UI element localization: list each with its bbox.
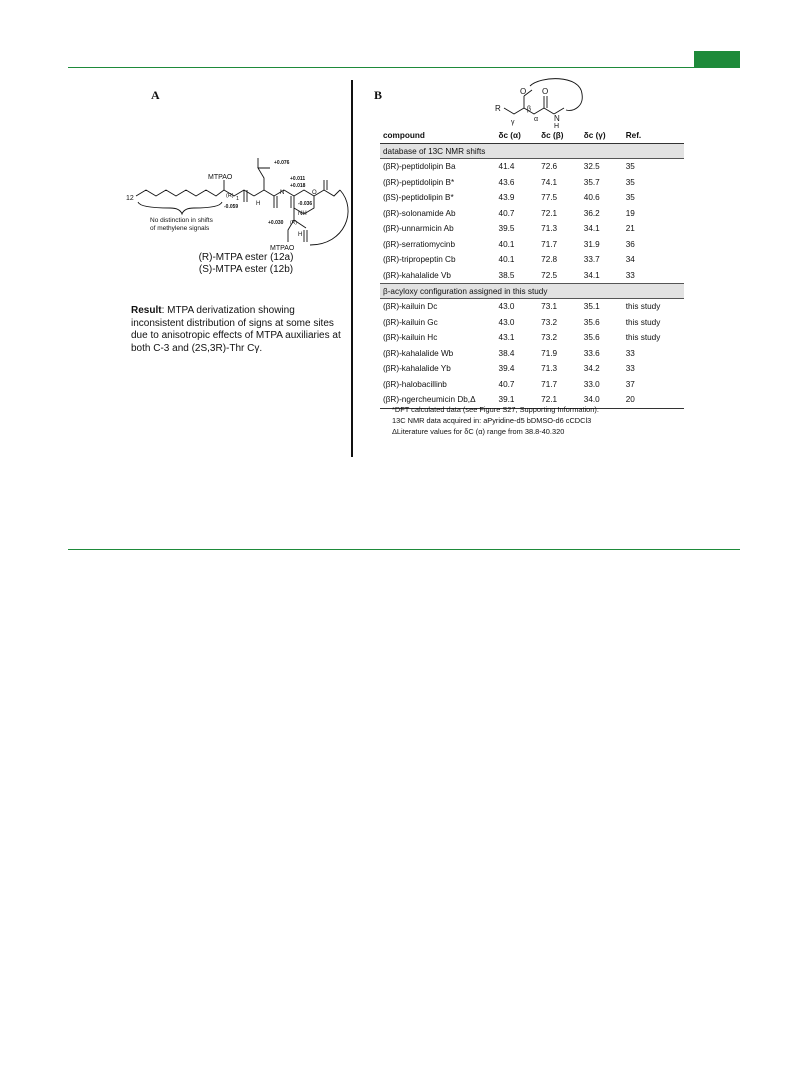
cell-ref: this study: [625, 333, 661, 343]
cell-alpha: 40.1: [498, 239, 515, 249]
cell-ref: 34: [625, 255, 635, 265]
cell-alpha: 39.4: [498, 364, 515, 374]
nh-label: H: [256, 201, 261, 207]
struct-h-label: H: [554, 123, 560, 128]
table-row: [380, 299, 684, 315]
footnote-literature: ΔLiterature values for δC (α) range from 38.8-40.320: [392, 427, 565, 436]
cell-gamma: 35.7: [583, 177, 600, 187]
header-beta: δc (β): [538, 128, 581, 144]
cell-alpha: 40.7: [498, 208, 515, 218]
struct-o2-label: O: [542, 87, 549, 96]
section-label: database of 13C NMR shifts: [380, 144, 684, 159]
header-alpha: δc (α): [496, 128, 539, 144]
struct-r-label: R: [495, 104, 501, 113]
cell-alpha: 43.9: [498, 193, 515, 203]
cell-compound: (βR)-unnarmicin Ab: [383, 224, 454, 234]
cell-alpha: 43.1: [498, 333, 515, 343]
cell-beta: 77.5: [541, 193, 558, 203]
cell-gamma: 35.1: [583, 302, 600, 312]
n-label: N: [280, 190, 285, 196]
cell-alpha: 41.4: [498, 162, 515, 172]
header-gamma: δc (γ): [581, 128, 623, 144]
cell-beta: 71.3: [541, 224, 558, 234]
panel-a-caption: [176, 252, 316, 276]
cell-beta: 71.7: [541, 239, 558, 249]
cell-alpha: 40.7: [498, 379, 515, 389]
cell-ref: 37: [625, 379, 635, 389]
cell-compound: (βS)-peptidolipin B*: [383, 193, 454, 203]
cell-compound: (βR)-tripropeptin Cb: [383, 255, 456, 265]
table-row: [380, 206, 684, 222]
no-distinction-line1: No distinction in shifts: [150, 217, 213, 224]
cell-beta: 73.2: [541, 317, 558, 327]
r2-label: (R): [290, 220, 297, 226]
cell-ref: 21: [625, 224, 635, 234]
mtpao-bottom-label: MTPAO: [270, 245, 295, 252]
result-label: Result: [131, 305, 162, 316]
cell-beta: 72.5: [541, 270, 558, 280]
no-distinction-line2: of methylene signals: [150, 225, 210, 232]
cell-compound: (βR)-halobacillinb: [383, 379, 447, 389]
gamma-label: γ: [511, 119, 515, 126]
nmr-shift-table: [380, 128, 684, 409]
cell-beta: 72.6: [541, 162, 558, 172]
struct-o-label: O: [520, 87, 527, 96]
cell-gamma: 33.7: [583, 255, 600, 265]
o-label: O: [312, 190, 317, 196]
cell-ref: 33: [625, 270, 635, 280]
mtpa-ester-structure: [120, 150, 352, 255]
cell-ref: this study: [625, 302, 661, 312]
table-row: [380, 159, 684, 175]
cell-compound: (βR)-kailuin Hc: [383, 333, 438, 343]
panel-b-label: B: [374, 88, 383, 102]
cell-gamma: 35.6: [583, 317, 600, 327]
cell-alpha: 38.4: [498, 348, 515, 358]
header-ref: Ref.: [623, 128, 684, 144]
top-rule: [68, 67, 740, 68]
table-row: [380, 377, 684, 393]
table-row: [380, 175, 684, 191]
cell-ref: 35: [625, 193, 635, 203]
mtpao-top-label: MTPAO: [208, 174, 233, 181]
cell-gamma: 31.9: [583, 239, 600, 249]
cell-compound: (βR)-kahalalide Vb: [383, 270, 451, 280]
alpha-label: α: [534, 116, 539, 123]
table-row: [380, 190, 684, 206]
cell-compound: (βR)-kailuin Gc: [383, 317, 438, 327]
cell-ref: 19: [625, 208, 635, 218]
delta-r-label: -0.059: [224, 204, 239, 210]
cell-beta: 73.2: [541, 333, 558, 343]
beta-label: β: [527, 106, 532, 113]
cell-ref: 33: [625, 348, 635, 358]
header-compound: compound: [380, 128, 496, 144]
chain-end-label: 12: [126, 195, 134, 202]
struct-n-label: N: [554, 114, 560, 123]
cell-gamma: 34.1: [583, 224, 600, 234]
cell-gamma: 34.1: [583, 270, 600, 280]
cell-compound: (βR)-solonamide Ab: [383, 208, 456, 218]
delta-thr-label: +0.030: [268, 220, 284, 226]
cell-ref: this study: [625, 317, 661, 327]
cell-alpha: 43.0: [498, 302, 515, 312]
caption-s-ester: (S)-MTPA ester (12b): [198, 264, 294, 275]
delta-nh-label: +0.076: [274, 160, 290, 166]
c1-label: 1: [236, 196, 240, 202]
cell-beta: 71.7: [541, 379, 558, 389]
cell-beta: 72.1: [538, 392, 581, 408]
cell-gamma: 36.2: [583, 208, 600, 218]
result-paragraph: [131, 305, 346, 355]
cell-beta: 74.1: [541, 177, 558, 187]
section-label: β-acyloxy configuration assigned in this study: [380, 284, 684, 299]
table-section-row: [380, 284, 684, 299]
footnote-solvents: 13C NMR data acquired in: aPyridine-d5 bDMSO-d6 cCDCl3: [392, 416, 592, 425]
cell-gamma: 40.6: [583, 193, 600, 203]
cell-ref: 33: [625, 364, 635, 374]
footnote-dft: *DFT calculated data (see Figure S27, Supporting Information).: [392, 405, 599, 414]
cell-ref: 20: [623, 392, 684, 408]
panel-separator: [351, 80, 353, 457]
table-row: [380, 268, 684, 284]
cell-compound: (βR)-kailuin Dc: [383, 302, 438, 312]
cell-gamma: 33.0: [583, 379, 600, 389]
cell-gamma: 32.5: [583, 162, 600, 172]
cell-alpha: 39.5: [498, 224, 515, 234]
r-config-label: (R): [226, 193, 234, 199]
table-row: [380, 221, 684, 237]
cell-ref: 35: [625, 162, 635, 172]
journal-tab-marker: [694, 51, 740, 68]
cell-compound: (βR)-kahalalide Wb: [383, 348, 454, 358]
cell-compound: (βR)-peptidolipin B*: [383, 177, 455, 187]
cell-compound: (βR)-ngercheumicin Db,Δ: [380, 392, 496, 408]
cell-alpha: 38.5: [498, 270, 515, 280]
cell-beta: 71.9: [541, 348, 558, 358]
delta-a-label: +0.011: [290, 176, 306, 182]
caption-r-ester: (R)-MTPA ester (12a): [198, 252, 294, 263]
table-row: [380, 361, 684, 377]
delta-b-label: +0.018: [290, 183, 306, 189]
cell-compound: (βR)-peptidolipin Ba: [383, 162, 456, 172]
nh2-label: NH: [298, 211, 307, 217]
cell-gamma: 34.0: [581, 392, 623, 408]
bottom-rule: [68, 549, 740, 550]
cell-ref: 36: [625, 239, 635, 249]
cell-compound: (βR)-serratiomycinb: [383, 239, 456, 249]
table-row: [380, 315, 684, 331]
table-row: [380, 346, 684, 362]
cell-beta: 72.8: [541, 255, 558, 265]
cell-beta: 73.1: [541, 302, 558, 312]
cell-compound: (βR)-kahalalide Yb: [383, 364, 451, 374]
cell-gamma: 34.2: [583, 364, 600, 374]
cell-gamma: 35.6: [583, 333, 600, 343]
cell-alpha: 43.6: [498, 177, 515, 187]
table-row: [380, 330, 684, 346]
table-header-row: [380, 128, 684, 144]
table-row: [380, 237, 684, 253]
table-section-row: [380, 144, 684, 159]
cell-alpha: 39.1: [496, 392, 539, 408]
cell-alpha: 43.0: [498, 317, 515, 327]
cell-beta: 71.3: [541, 364, 558, 374]
acyloxy-structure: [490, 76, 600, 128]
cell-gamma: 33.6: [583, 348, 600, 358]
h-label: H: [298, 232, 303, 238]
result-text: : MTPA derivatization showing inconsistent distribution of signs at some sites due to anisotropic effects of MTPA auxiliaries at both C-3 and (2S,3R)-Thr Cγ.: [131, 305, 341, 354]
cell-alpha: 40.1: [498, 255, 515, 265]
table-row: [380, 252, 684, 268]
delta-c-label: -0.036: [298, 201, 313, 207]
cell-beta: 72.1: [541, 208, 558, 218]
panel-a-label: A: [151, 88, 160, 102]
cell-ref: 35: [625, 177, 635, 187]
